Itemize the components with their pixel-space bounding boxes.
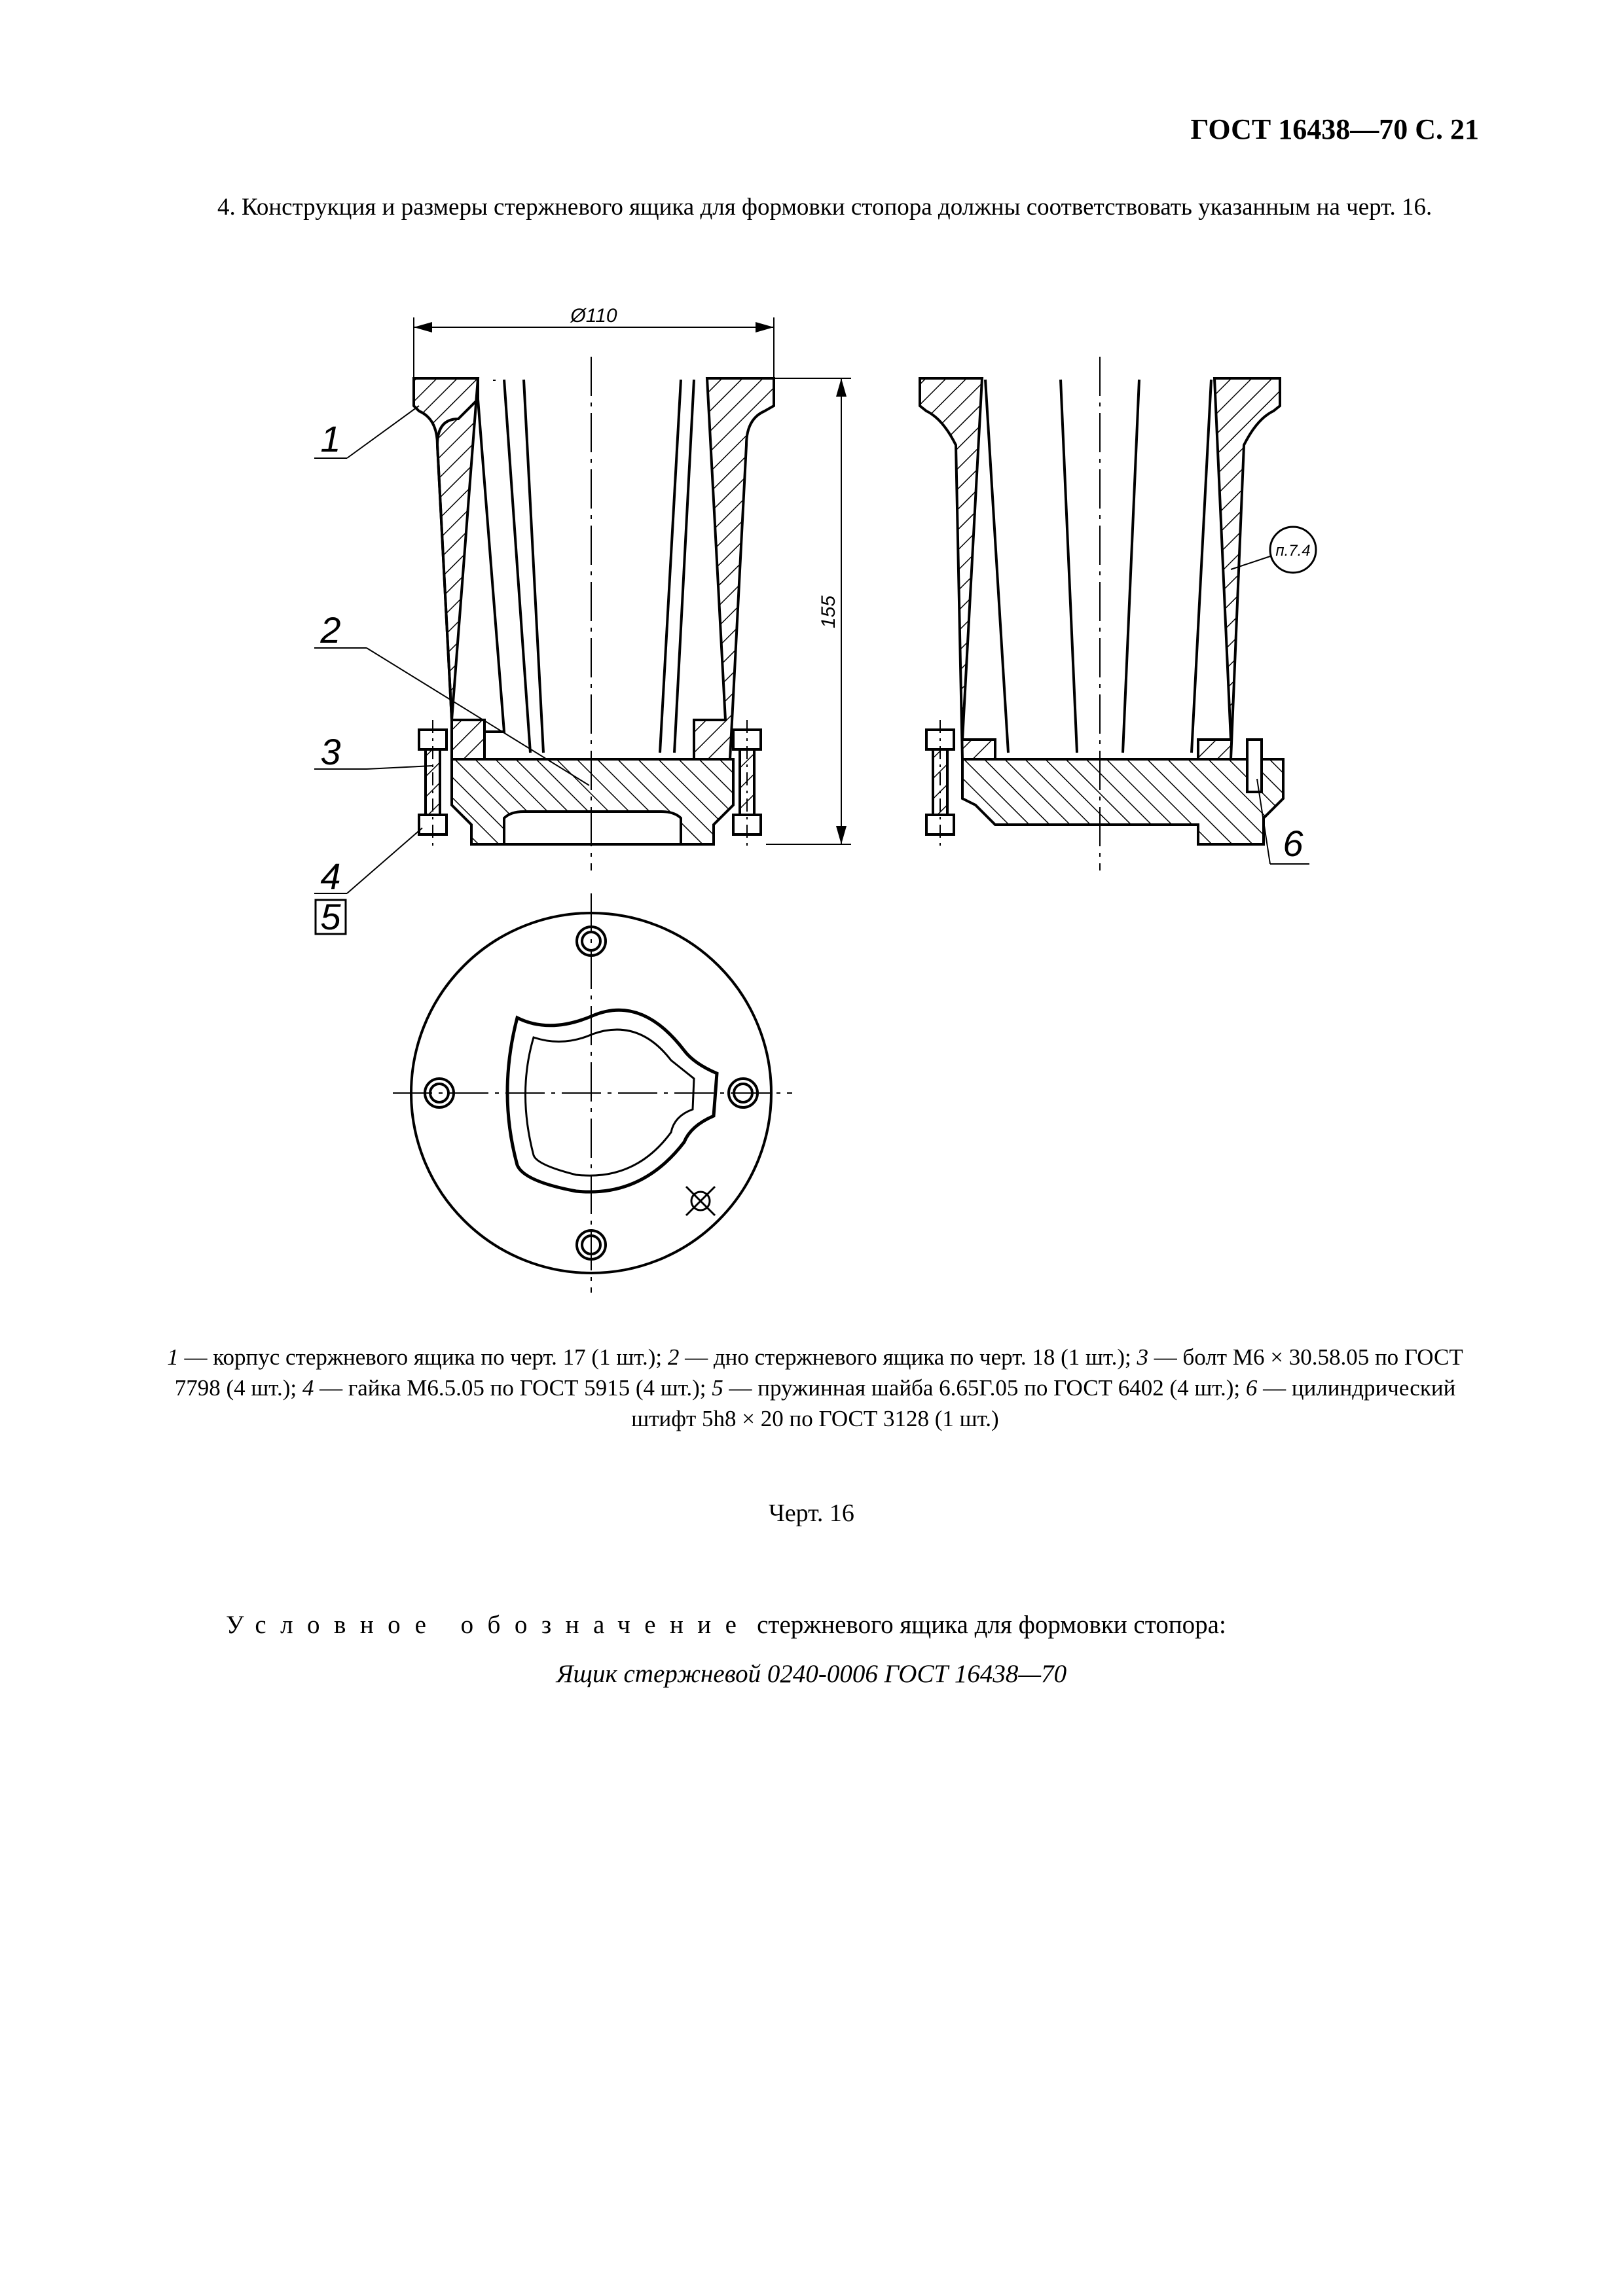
callout-1: 1 — [320, 418, 341, 459]
figure-caption: Черт. 16 — [769, 1499, 854, 1527]
page-header: ГОСТ 16438—70 С. 21 — [1190, 113, 1479, 145]
designation-line — [226, 1610, 1226, 1640]
callout-4: 4 — [320, 855, 341, 897]
legend-num-4: 4 — [302, 1375, 314, 1401]
designation-label: Условное обозначение — [226, 1611, 751, 1639]
dimension-diameter: Ø110 — [570, 305, 617, 327]
legend-num-3: 3 — [1137, 1344, 1148, 1370]
legend-num-1: 1 — [167, 1344, 179, 1370]
legend-num-6: 6 — [1245, 1375, 1258, 1401]
plan-view — [393, 893, 792, 1293]
callout-5: 5 — [320, 896, 341, 937]
legend-text-6: — цилиндрический штифт 5h8 × 20 по ГОСТ 3128 (1 шт.) — [631, 1375, 1456, 1431]
designation-example: Ящик стержневой 0240-0006 ГОСТ 16438—70 — [556, 1660, 1067, 1688]
side-section-view — [920, 357, 1316, 870]
dimension-height: 155 — [818, 595, 839, 629]
legend-text-1: — корпус стержневого ящика по черт. 17 (1 шт.); — [184, 1344, 663, 1370]
legend — [157, 1342, 1473, 1434]
reference-note: п.7.4 — [1275, 542, 1311, 560]
legend-num-2: 2 — [667, 1344, 680, 1370]
legend-text-2: — дно стержневого ящика по черт. 18 (1 шт.); — [685, 1344, 1131, 1370]
callout-3: 3 — [320, 731, 341, 772]
legend-text-3: — болт М6 × 30.58.05 по ГОСТ 7798 (4 шт.); — [174, 1344, 1463, 1401]
legend-num-5: 5 — [712, 1375, 723, 1401]
intro-paragraph: 4. Конструкция и размеры стержневого ящика для формовки стопора должны соответствовать указанным на черт. 16. — [217, 194, 1432, 221]
designation-rest: стержневого ящика для формовки стопора: — [757, 1611, 1226, 1639]
legend-text-5: — пружинная шайба 6.65Г.05 по ГОСТ 6402 (4 шт.); — [729, 1375, 1241, 1401]
callout-6: 6 — [1283, 823, 1304, 864]
callout-2: 2 — [320, 609, 341, 651]
legend-text-4: — гайка М6.5.05 по ГОСТ 5915 (4 шт.); — [319, 1375, 706, 1401]
front-section-view — [314, 317, 851, 934]
